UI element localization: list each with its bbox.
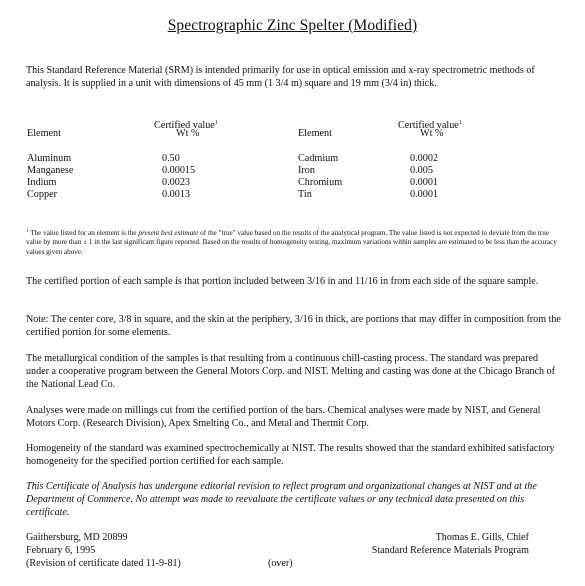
footnote-marker: 1 (26, 229, 29, 234)
program-name: Standard Reference Materials Program (371, 545, 529, 556)
homogeneity-paragraph: Homogeneity of the standard was examined spectrochemically at NIST. The results showed that the standard exhibited satisfactory homogeneity for the specified portion certified for each sample. (26, 443, 555, 468)
signatory-name: Thomas E. Gills, Chief (435, 532, 529, 543)
element-value: 0.0001 (410, 177, 439, 188)
element-name: Aluminum (27, 153, 72, 164)
revision-line: (Revision of certificate dated 11-9-81) (26, 558, 181, 569)
element-value: 0.0002 (410, 153, 439, 164)
element-value: 0.0001 (410, 189, 439, 200)
metallurgical-paragraph: The metallurgical condition of the samples is that resulting from a continuous chill-casting process. The standard was prepared under a cooperative program between the General Motors Corp. and NIST. Melting and casting was done at the Chicago Branch of the National Lead Co. (26, 353, 556, 391)
location-line: Gaithersburg, MD 20899 (26, 532, 128, 543)
element-header-left: Element (27, 128, 61, 139)
footnote: $^1$ The value listed for an element is the present best estimate of the "true" value based on the results of the analytical program. The value listed is not expected to deviate from the true value by more than ± 1 in the last significant figure reported. Based on the results of homogeneity testing, maximum variations within samples are estimated to be less than the accuracy values given above. (26, 229, 557, 256)
document-title: Spectrographic Zinc Spelter (Modified) (167, 17, 418, 34)
element-name: Manganese (27, 165, 74, 176)
element-header-right: Element (298, 128, 332, 139)
element-value: 0.0013 (162, 189, 191, 200)
wt-header-left: Wt % (176, 128, 200, 139)
certified-value-header-right: Certified value$^1$ (398, 120, 462, 131)
wt-header-right: Wt % (420, 128, 444, 139)
analyses-paragraph: Analyses were made on millings cut from the certified portion of the bars. Chemical analyses were made by NIST, and General Motors Corp. (Research Division), Apex Smelting Co., and Metal and Thermit Corp. (26, 405, 541, 430)
date-line: February 6, 1995 (26, 545, 96, 556)
element-value: 0.0023 (162, 177, 191, 188)
element-name: Iron (298, 165, 315, 176)
table-row (26, 189, 562, 202)
element-name: Cadmium (298, 153, 339, 164)
element-value: 0.00015 (162, 165, 196, 176)
element-name: Tin (298, 189, 312, 200)
intro-paragraph: This Standard Reference Material (SRM) is intended primarily for use in optical emission and x-ray spectrometric methods of analysis. It is supplied in a unit with dimensions of 45 mm (1 3/4 m) square and 19 mm (3/4 in) thick. (26, 65, 535, 90)
element-name: Indium (27, 177, 57, 188)
certified-value-header-left: Certified value$^1$ (154, 120, 218, 131)
element-name: Chromium (298, 177, 343, 188)
element-name: Copper (27, 189, 57, 200)
note-paragraph: Note: The center core, 3/8 in square, and the skin at the periphery, 3/16 in thick, are portions that may differ in composition from the certified portion for some elements. (26, 314, 561, 339)
over-label: (over) (268, 558, 293, 569)
certified-portion-paragraph: The certified portion of each sample is that portion included between 3/16 in and 11/16 in from each side of the square sample. (26, 276, 539, 287)
revision-notice-paragraph: This Certificate of Analysis has undergone editorial revision to reflect program and organizational changes at NIST and at the Department of Commerce. No attempt was made to reevaluate the certificate values or any technical data presented on this certificate. (26, 481, 537, 519)
element-value: 0.005 (410, 165, 433, 176)
element-value: 0.50 (162, 153, 180, 164)
